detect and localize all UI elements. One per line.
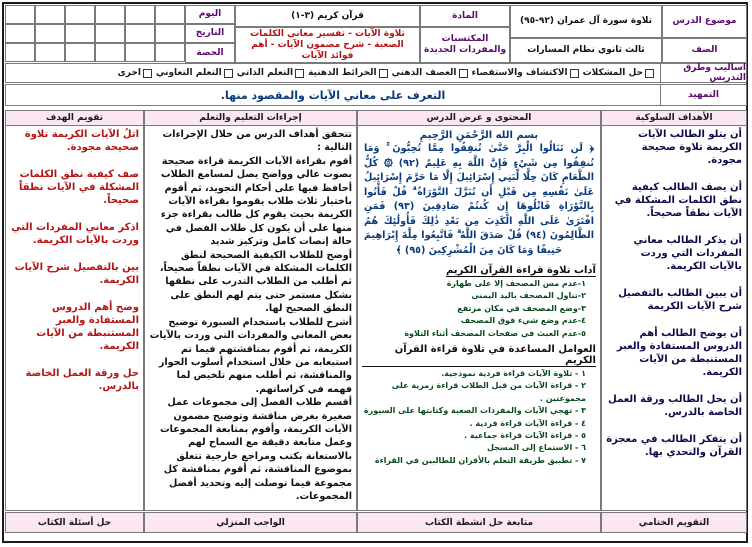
factor-item: ٧ - تطبيق طريقة التعلم بالأقران للطالبين في القراءة bbox=[374, 455, 586, 465]
topic-value: تلاوة سورة آل عمران (٩٢-٩٥) bbox=[510, 5, 662, 38]
schedule-grid-cell[interactable] bbox=[65, 43, 95, 62]
period-label: الحصة bbox=[185, 43, 235, 63]
factor-item: ٢ - قراءة الآيات من قبل الطلاب قراءة زمرية على مجموعتين . bbox=[391, 381, 586, 403]
evaluation-item: اتلُ الآيات الكريمة تلاوة صحيحة مجودة. bbox=[24, 129, 139, 153]
factor-item: ٤ - قراءة الآيات قراءة فردية . bbox=[469, 418, 586, 428]
etiquette-item: ٣-وضع المصحف في مكان مرتفع bbox=[457, 303, 586, 313]
objective-item: أن يذكر الطالب معاني المفردات التي وردت بالآيات الكريمة. bbox=[633, 235, 742, 272]
procedure-paragraph: أقوم بقراءة الآيات الكريمة قراءة صحيحة بصوت عالي وواضح يصل لمسامع الطلاب أحافظ فيها على أحكام التجويد، ثم أقوم باختيار ثلاث طلاب يقوموا بقراءة الآيات الكريمة بحيث يقوم كل طالب بقراءة جزء منها على أن يكون كل طلاب الفصل في حالة إنصات كامل وتركيز شديد bbox=[160, 155, 352, 248]
topic-label: موضوع الدرس bbox=[662, 5, 747, 38]
checkbox-icon[interactable] bbox=[295, 69, 304, 78]
footer-row bbox=[5, 512, 747, 533]
checkbox-icon[interactable] bbox=[459, 69, 468, 78]
evaluation-column bbox=[5, 110, 144, 511]
procedure-paragraph: أقسم طلاب الفصل إلى مجموعات عمل صغيرة بغرض مناقشة وتوضيح مضمون الآيات الكريمة، وأقوم بمتابعة المجموعات وعمل متابعة دقيقة مع السماح لهم بالاستعانة بكتب ومراجع خارجية تتعلق بموضوع المناقشة، ثم أقوم بمناقشة كل مجموعة فيما توصلت إليه وتحديد أفضل المجموعات. bbox=[159, 397, 352, 502]
objective-item: أن يبين الطالب بالتفصيل شرح الآيات الكريمة bbox=[618, 288, 742, 312]
method-label: حل المشكلات bbox=[582, 68, 643, 78]
etiquette-list bbox=[362, 278, 596, 340]
method-item[interactable] bbox=[118, 68, 152, 78]
procedures-header: إجراءات التعليم والتعلم bbox=[145, 111, 356, 126]
method-label: التعلم التعاوني bbox=[155, 68, 222, 78]
checkbox-icon[interactable] bbox=[224, 69, 233, 78]
factors-title: العوامل المساعدة في تلاوة قراءة القرآن الكريم bbox=[362, 344, 596, 367]
method-label: الخرائط الذهنية bbox=[308, 68, 377, 78]
schedule-grid-cell[interactable] bbox=[95, 5, 125, 24]
objective-item: أن يحل الطالب ورقة العمل الخاصة بالدرس. bbox=[608, 394, 742, 418]
schedule-grid-cell[interactable] bbox=[95, 43, 125, 62]
procedure-paragraph: تتحقق أهداف الدرس من خلال الإجراءات التالية : bbox=[162, 129, 352, 154]
schedule-grid-cell[interactable] bbox=[155, 24, 185, 43]
method-item[interactable] bbox=[392, 68, 468, 78]
schedule-grid-cell[interactable] bbox=[125, 24, 155, 43]
grade-value: ثالث ثانوي نظام المسارات bbox=[510, 38, 662, 63]
checkbox-icon[interactable] bbox=[645, 69, 654, 78]
factors-list bbox=[362, 368, 596, 467]
schedule-grid-cell[interactable] bbox=[5, 43, 35, 62]
method-item[interactable] bbox=[237, 68, 304, 78]
intro-text: التعرف على معاني الآيات والمقصود منها. bbox=[6, 85, 660, 105]
skills-value: تلاوة الآيات - تفسير معاني الكلمات الصعبة - شرح مضمون الآيات - أهم فوائد الآيات bbox=[235, 27, 420, 63]
objectives-column bbox=[601, 110, 747, 511]
checkbox-icon[interactable] bbox=[379, 69, 388, 78]
subject-value: قرآن كريم (٣-١) bbox=[235, 5, 420, 27]
objectives-header: الأهداف السلوكية bbox=[602, 111, 746, 126]
evaluation-item: اذكر معاني المفردات التي وردت بالآيات الكريمة. bbox=[11, 222, 139, 246]
schedule-grid-cell[interactable] bbox=[95, 24, 125, 43]
basmala: بسم الله الرَّحْمَنِ الرَّحِيمِ bbox=[419, 130, 539, 141]
method-label: العصف الذهني bbox=[391, 68, 457, 78]
schedule-grid-cell[interactable] bbox=[35, 43, 65, 62]
content-body bbox=[358, 126, 600, 469]
factor-item: ٥ - قراءة الآيات قراءة جماعية . bbox=[464, 431, 586, 441]
grade-label: الصف bbox=[662, 38, 747, 63]
subject-label: المادة bbox=[420, 5, 510, 27]
schedule-grid-cell[interactable] bbox=[5, 24, 35, 43]
procedure-paragraph: أشرح للطلاب باستخدام السبورة توضيح بعض المعاني والمفردات التي وردت بالآيات الكريمة، ثم أقوم بمناقشتهم فيما تم استيعابه من خلال استخدام أسلوب الحوار والمناقشة، ثم أطلب منهم تلخيص لما فهمه في كراساتهم. bbox=[149, 316, 352, 395]
evaluation-item: بين بالتفصيل شرح الآيات الكريمة. bbox=[14, 262, 139, 286]
factor-item: ٦ - الاستماع إلى المسجل bbox=[486, 443, 586, 453]
evaluation-item: صف كيفية نطق الكلمات المشكلة في الآيات نطقاً صحيحاً. bbox=[18, 169, 139, 206]
objective-item: أن يصف الطالب كيفية نطق الكلمات المشكلة في الآيات نطقاً صحيحاً. bbox=[614, 182, 742, 219]
objective-item: أن يوضح الطالب أهم الدروس المستفادة والعبر المستنبطة من الآيات الكريمة. bbox=[616, 328, 742, 378]
book-questions: حل أسئلة الكتاب bbox=[5, 512, 144, 533]
etiquette-item: ١-عدم مس المصحف إلا على طهارة bbox=[446, 279, 586, 288]
schedule-grid-cell[interactable] bbox=[125, 5, 155, 24]
intro-label: التمهيد bbox=[660, 85, 746, 105]
schedule-grid-cell[interactable] bbox=[35, 24, 65, 43]
procedures-column bbox=[144, 110, 357, 511]
procedures-list bbox=[145, 126, 356, 505]
factor-item: ١ - تلاوة الآيات قراءة فردية نموذجية. bbox=[441, 369, 586, 379]
evaluation-list bbox=[6, 126, 143, 409]
teaching-methods-row bbox=[5, 63, 747, 83]
evaluation-item: وضح أهم الدروس المستفادة والعبر المستنبطة من الآيات الكريمة. bbox=[36, 302, 139, 352]
objective-item: أن يتفكر الطالب في معجزة القرآن والتحدي بها. bbox=[606, 434, 742, 458]
procedure-paragraph: أوضح للطلاب الكيفية الصحيحة لنطق الكلمات المشكلة في الآيات نطقاً صحيحاً، ثم أطلب من الطلاب التدرب على نطقها بشكل مستمر حتى يتم لهم النطق على النطق الصحيح لها. bbox=[159, 249, 352, 315]
method-item[interactable] bbox=[583, 68, 654, 78]
schedule-grid-cell[interactable] bbox=[125, 43, 155, 62]
etiquette-item: ٤-عدم وضع شيء فوق المصحف bbox=[460, 316, 586, 326]
content-header: المحتوى و عرض الدرس bbox=[358, 111, 600, 126]
quran-verses: ﴿ لَن تَنَالُوا الْبِرَّ حَتَّىٰ تُنفِقُوا مِمَّا تُحِبُّونَ ۚ وَمَا تُنفِقُوا مِن شَيْءٍ فَإِنَّ اللَّهَ بِهِ عَلِيمٌ (٩٢) ۞ كُلُّ الطَّعَامِ كَانَ حِلًّا لِّبَنِي إِسْرَائِيلَ إِلَّا مَا حَرَّمَ إِسْرَائِيلُ عَلَىٰ نَفْسِهِ مِن قَبْلِ أَن تُنَزَّلَ التَّوْرَاةُ ۗ قُلْ فَأْتُوا بِالتَّوْرَاةِ فَاتْلُوهَا إِن كُنتُمْ صَادِقِينَ (٩٣) فَمَنِ افْتَرَىٰ عَلَى اللَّهِ الْكَذِبَ مِن بَعْدِ ذَٰلِكَ فَأُولَٰئِكَ هُمُ الظَّالِمُونَ (٩٤) قُلْ صَدَقَ اللَّهُ ۗ فَاتَّبِعُوا مِلَّةَ إِبْرَاهِيمَ حَنِيفًا وَمَا كَانَ مِنَ الْمُشْرِكِينَ (٩٥) ﴾ bbox=[364, 143, 595, 256]
etiquette-item: ٢-تناول المصحف باليد اليمنى bbox=[471, 291, 586, 301]
method-item[interactable] bbox=[156, 68, 233, 78]
method-label: الاكتشاف والاستقصاء bbox=[471, 68, 568, 78]
methods-label: اساليب وطرق التدريس bbox=[660, 64, 746, 82]
method-label: التعلم الذاتي bbox=[236, 68, 294, 78]
schedule-grid-cell[interactable] bbox=[65, 24, 95, 43]
evaluation-header: تقويم الهدف bbox=[6, 111, 143, 126]
objectives-list bbox=[602, 126, 746, 475]
method-item[interactable] bbox=[308, 68, 388, 78]
final-eval-label: التقويم الختامي bbox=[601, 512, 747, 533]
schedule-grid-cell[interactable] bbox=[5, 5, 35, 24]
schedule-grid bbox=[5, 5, 185, 62]
schedule-grid-cell[interactable] bbox=[65, 5, 95, 24]
date-label: التاريخ bbox=[185, 24, 235, 43]
schedule-grid-cell[interactable] bbox=[35, 5, 65, 24]
factor-item: ٣ - تهجي الآيات والمفردات الصعبة وكتابتها على السبورة bbox=[363, 406, 586, 416]
checkbox-icon[interactable] bbox=[143, 69, 152, 78]
day-label: اليوم bbox=[185, 5, 235, 24]
follow-up-activities: متابعة حل انشطة الكتاب bbox=[357, 512, 601, 533]
intro-row bbox=[5, 84, 747, 106]
method-item[interactable] bbox=[472, 68, 579, 78]
evaluation-item: حل ورقة العمل الخاصة بالدرس. bbox=[25, 368, 139, 392]
checkbox-icon[interactable] bbox=[570, 69, 579, 78]
etiquette-title: آداب تلاوة قراءة القرآن الكريم bbox=[445, 265, 596, 276]
methods-list bbox=[6, 68, 660, 78]
schedule-grid-cell[interactable] bbox=[155, 5, 185, 24]
objective-item: أن يتلو الطالب الآيات الكريمة تلاوة صحيحة مجودة. bbox=[637, 129, 742, 166]
lesson-columns bbox=[5, 110, 747, 511]
skills-label: المكتسبات والمفردات الجديدة bbox=[420, 27, 510, 63]
etiquette-item: ٥-عدم العبث في صفحات المصحف أثناء التلاوة bbox=[404, 328, 586, 338]
method-label: أخرى bbox=[117, 68, 141, 78]
content-column bbox=[357, 110, 601, 511]
schedule-grid-cell[interactable] bbox=[155, 43, 185, 62]
homework-label: الواجب المنزلي bbox=[144, 512, 357, 533]
